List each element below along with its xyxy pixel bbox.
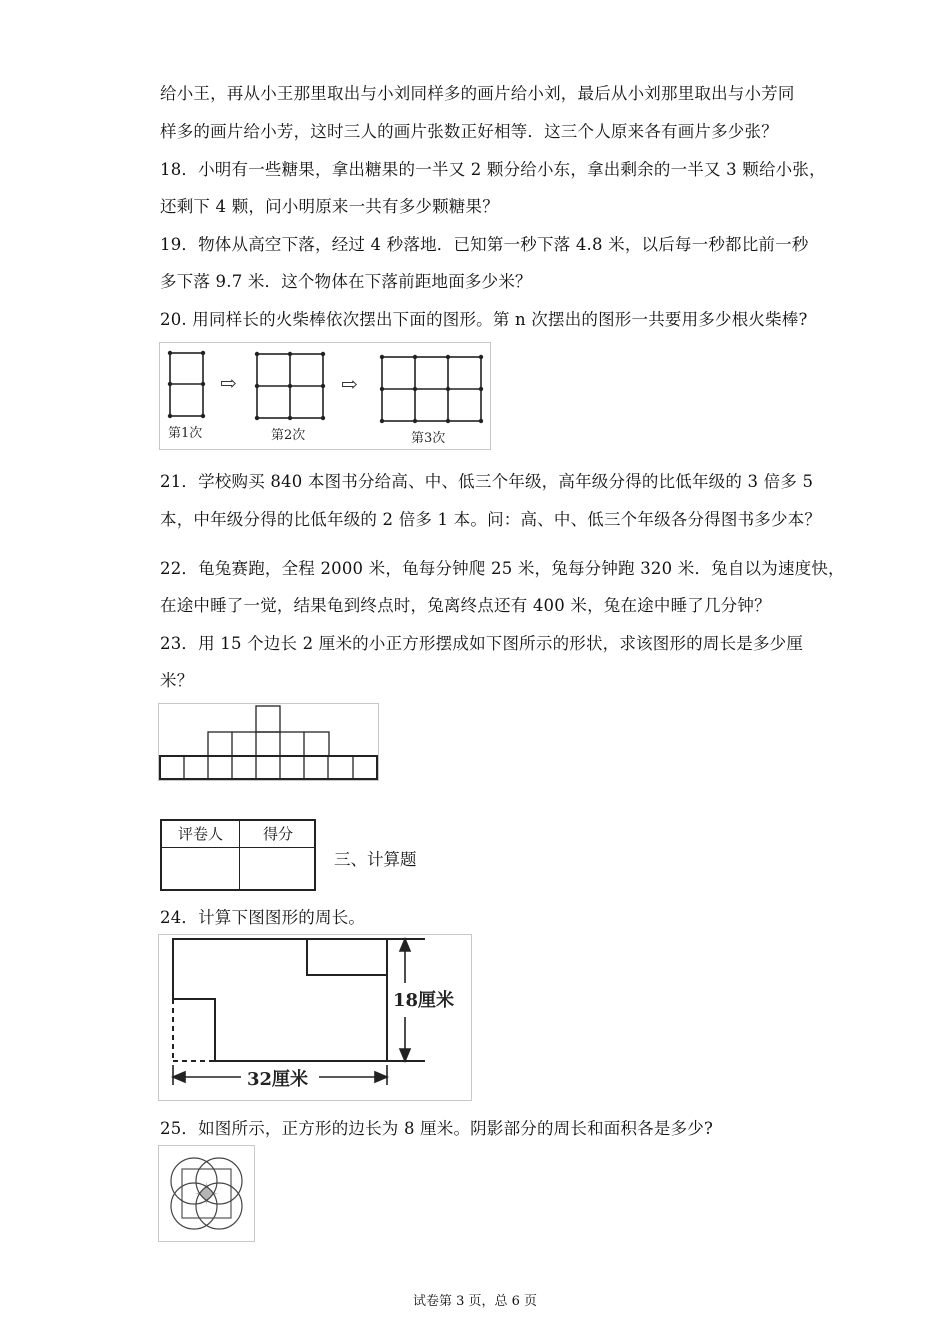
question-19: 19．物体从高空下落，经过 4 秒落地．已知第一秒下落 4.8 米，以后每一秒都比前一秒 — [160, 235, 809, 254]
text-line: 给小王，再从小王那里取出与小刘同样多的画片给小刘，最后从小刘那里取出与小芳同 — [160, 84, 795, 103]
section-title: 三、计算题 — [334, 850, 417, 869]
question-23-cont: 米？ — [160, 671, 194, 690]
matchstick-figure — [159, 342, 491, 450]
arrow-2: ⇨ — [341, 372, 358, 396]
question-18: 18．小明有一些糖果，拿出糖果的一半又 2 颗分给小东，拿出剩余的一半又 3 颗给小张， — [160, 160, 826, 179]
question-22: 22．龟兔赛跑，全程 2000 米，龟每分钟爬 25 米，兔每分钟跑 320 米．兔自以为速度快， — [160, 559, 845, 578]
circle-bottom-right — [196, 1183, 242, 1229]
circle-bottom-left — [171, 1183, 217, 1229]
perimeter-figure — [158, 934, 472, 1101]
label-step-3: 第3次 — [411, 431, 446, 446]
circles-figure — [158, 1145, 255, 1242]
width-label: 32厘米 — [247, 1069, 309, 1090]
question-25: 25．如图所示，正方形的边长为 8 厘米。阴影部分的周长和面积各是多少? — [160, 1119, 714, 1138]
question-19-cont: 多下落 9.7 米．这个物体在下落前距地面多少米？ — [160, 272, 532, 291]
squares-figure — [158, 703, 379, 781]
squares-svg — [159, 704, 378, 780]
arrow-1: ⇨ — [220, 371, 237, 395]
shaded-region — [194, 1181, 219, 1206]
question-20: 20. 用同样长的火柴棒依次摆出下面的图形。第 n 次摆出的图形一共要用多少根火柴棒? — [160, 310, 808, 329]
circles-svg — [159, 1146, 254, 1241]
grader-header: 评卷人 — [177, 825, 223, 843]
question-22-cont: 在途中睡了一觉，结果龟到终点时，兔离终点还有 400 米，兔在途中睡了几分钟？ — [160, 596, 771, 615]
circle-top-right — [196, 1158, 242, 1204]
label-step-2: 第2次 — [271, 428, 306, 443]
circle-top-left — [171, 1158, 217, 1204]
question-21: 21．学校购买 840 本图书分给高、中、低三个年级，高年级分得的比低年级的 3 倍多 5 — [160, 472, 814, 491]
perimeter-svg — [159, 935, 471, 1100]
text-line: 样多的画片给小芳，这时三人的画片张数正好相等．这三个人原来各有画片多少张？ — [160, 122, 778, 141]
label-step-1: 第1次 — [168, 426, 203, 441]
question-21-cont: 本，中年级分得的比低年级的 2 倍多 1 本。问：高、中、低三个年级各分得图书多少本？ — [160, 510, 822, 529]
page-footer: 试卷第 3 页，总 6 页 — [412, 1294, 538, 1309]
score-table — [160, 819, 316, 891]
question-24: 24．计算下图图形的周长。 — [160, 908, 366, 927]
matchstick-svg — [160, 343, 490, 449]
height-label: 18厘米 — [393, 990, 455, 1011]
question-18-cont: 还剩下 4 颗，问小明原来一共有多少颗糖果？ — [160, 197, 499, 216]
table-divider — [239, 821, 240, 889]
score-header: 得分 — [262, 825, 293, 843]
question-23: 23．用 15 个边长 2 厘米的小正方形摆成如下图所示的形状，求该图形的周长是多少厘 — [160, 634, 804, 653]
table-divider — [162, 847, 314, 848]
